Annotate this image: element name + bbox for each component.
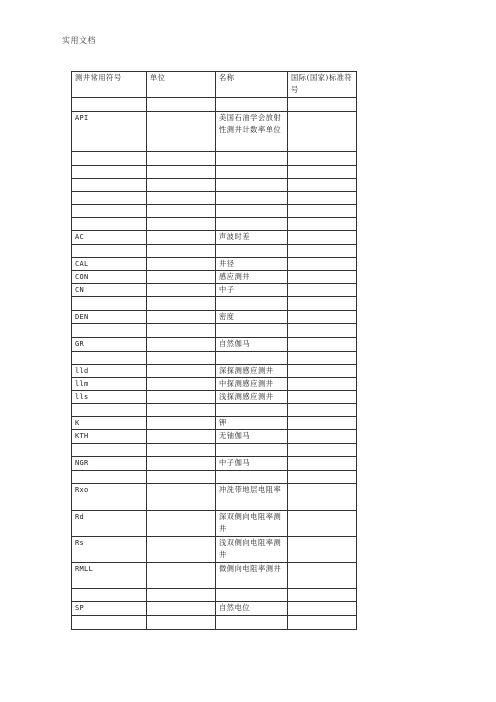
unit-cell: [147, 352, 216, 365]
unit-cell: [147, 511, 216, 537]
symbol-cell: Rs: [72, 537, 147, 563]
unit-cell: [147, 537, 216, 563]
symbol-cell: [72, 192, 147, 205]
header-row: [72, 72, 357, 98]
symbol-cell: [72, 444, 147, 457]
standard-symbol-cell: [288, 537, 357, 563]
page-header: 实用文档: [62, 36, 96, 45]
table-row: [72, 112, 357, 152]
name-cell: [216, 297, 288, 311]
table-row: [72, 404, 357, 417]
table-row: [72, 602, 357, 616]
name-cell: 浅探测感应测井: [216, 391, 288, 404]
table-row: [72, 98, 357, 112]
name-cell: 感应测井: [216, 271, 288, 284]
name-cell: [216, 166, 288, 179]
unit-cell: [147, 563, 216, 589]
symbol-cell: lls: [72, 391, 147, 404]
unit-cell: [147, 391, 216, 404]
table-row: [72, 338, 357, 352]
table-row: [72, 218, 357, 231]
table-row: [72, 484, 357, 511]
name-cell: 中探测感应测井: [216, 378, 288, 391]
standard-symbol-cell: [288, 563, 357, 589]
symbol-cell: API: [72, 112, 147, 152]
table-row: [72, 365, 357, 378]
name-cell: 中子伽马: [216, 457, 288, 471]
table-row: [72, 245, 357, 258]
unit-cell: [147, 404, 216, 417]
table-row: [72, 179, 357, 192]
unit-cell: [147, 98, 216, 112]
symbol-cell: [72, 152, 147, 166]
table-row: [72, 271, 357, 284]
standard-symbol-cell: [288, 484, 357, 511]
name-cell: 深探测感应测井: [216, 365, 288, 378]
symbol-cell: SP: [72, 602, 147, 616]
standard-symbol-cell: [288, 430, 357, 444]
name-cell: 声波时差: [216, 231, 288, 245]
symbol-cell: AC: [72, 231, 147, 245]
unit-cell: [147, 179, 216, 192]
symbol-cell: [72, 589, 147, 602]
symbol-cell: RMLL: [72, 563, 147, 589]
name-cell: 井径: [216, 258, 288, 271]
symbol-cell: KTH: [72, 430, 147, 444]
unit-cell: [147, 297, 216, 311]
unit-cell: [147, 205, 216, 218]
symbol-cell: [72, 471, 147, 484]
standard-symbol-cell: [288, 245, 357, 258]
name-cell: [216, 245, 288, 258]
table-row: [72, 352, 357, 365]
standard-symbol-cell: [288, 152, 357, 166]
name-cell: [216, 192, 288, 205]
table-row: [72, 378, 357, 391]
unit-cell: [147, 231, 216, 245]
symbol-cell: [72, 218, 147, 231]
table-row: [72, 417, 357, 430]
name-cell: 中子: [216, 284, 288, 297]
unit-cell: [147, 338, 216, 352]
symbol-cell: lld: [72, 365, 147, 378]
unit-cell: [147, 378, 216, 391]
name-cell: 冲洗带地层电阻率: [216, 484, 288, 511]
standard-symbol-cell: [288, 324, 357, 338]
table-row: [72, 205, 357, 218]
symbol-cell: DEN: [72, 311, 147, 324]
unit-cell: [147, 192, 216, 205]
unit-cell: [147, 471, 216, 484]
table-row: [72, 297, 357, 311]
symbol-cell: K: [72, 417, 147, 430]
standard-symbol-cell: [288, 616, 357, 630]
standard-symbol-cell: [288, 311, 357, 324]
name-cell: 浅双侧向电阻率测井: [216, 537, 288, 563]
symbol-cell: [72, 352, 147, 365]
unit-cell: [147, 166, 216, 179]
symbol-cell: CON: [72, 271, 147, 284]
unit-cell: [147, 152, 216, 166]
standard-symbol-cell: [288, 218, 357, 231]
standard-symbol-cell: [288, 511, 357, 537]
name-cell: [216, 205, 288, 218]
name-cell: [216, 589, 288, 602]
table-row: [72, 391, 357, 404]
unit-cell: [147, 245, 216, 258]
name-cell: [216, 404, 288, 417]
column-header-standard-symbol: 国际(国家)标准符号: [288, 72, 357, 98]
unit-cell: [147, 271, 216, 284]
unit-cell: [147, 602, 216, 616]
unit-cell: [147, 311, 216, 324]
name-cell: 深双侧向电阻率测井: [216, 511, 288, 537]
standard-symbol-cell: [288, 457, 357, 471]
table-row: [72, 616, 357, 630]
standard-symbol-cell: [288, 589, 357, 602]
symbol-cell: [72, 404, 147, 417]
name-cell: 密度: [216, 311, 288, 324]
unit-cell: [147, 112, 216, 152]
table-row: [72, 457, 357, 471]
standard-symbol-cell: [288, 112, 357, 152]
symbol-cell: [72, 205, 147, 218]
table-row: [72, 589, 357, 602]
standard-symbol-cell: [288, 192, 357, 205]
standard-symbol-cell: [288, 417, 357, 430]
standard-symbol-cell: [288, 166, 357, 179]
standard-symbol-cell: [288, 352, 357, 365]
symbol-cell: [72, 245, 147, 258]
table-header: [72, 72, 357, 98]
standard-symbol-cell: [288, 471, 357, 484]
name-cell: [216, 352, 288, 365]
table-row: [72, 471, 357, 484]
symbol-cell: [72, 616, 147, 630]
standard-symbol-cell: [288, 284, 357, 297]
name-cell: 微侧向电阻率测井: [216, 563, 288, 589]
name-cell: 美国石油学会放射性测井计数率单位: [216, 112, 288, 152]
standard-symbol-cell: [288, 391, 357, 404]
symbol-cell: Rd: [72, 511, 147, 537]
name-cell: [216, 444, 288, 457]
symbol-cell: [72, 179, 147, 192]
standard-symbol-cell: [288, 271, 357, 284]
table-row: [72, 444, 357, 457]
name-cell: 自然电位: [216, 602, 288, 616]
table-row: [72, 284, 357, 297]
column-header-symbol: 测井常用符号: [72, 72, 147, 98]
standard-symbol-cell: [288, 444, 357, 457]
name-cell: [216, 152, 288, 166]
symbol-cell: llm: [72, 378, 147, 391]
symbol-cell: CAL: [72, 258, 147, 271]
table-row: [72, 563, 357, 589]
standard-symbol-cell: [288, 205, 357, 218]
name-cell: [216, 179, 288, 192]
table-row: [72, 511, 357, 537]
unit-cell: [147, 616, 216, 630]
name-cell: [216, 471, 288, 484]
name-cell: [216, 324, 288, 338]
table-row: [72, 166, 357, 179]
standard-symbol-cell: [288, 378, 357, 391]
symbol-cell: [72, 166, 147, 179]
symbol-cell: CN: [72, 284, 147, 297]
standard-symbol-cell: [288, 365, 357, 378]
standard-symbol-cell: [288, 404, 357, 417]
symbol-cell: NGR: [72, 457, 147, 471]
standard-symbol-cell: [288, 338, 357, 352]
table-row: [72, 430, 357, 444]
unit-cell: [147, 589, 216, 602]
table-row: [72, 192, 357, 205]
name-cell: [216, 616, 288, 630]
standard-symbol-cell: [288, 231, 357, 245]
symbol-cell: GR: [72, 338, 147, 352]
name-cell: 自然伽马: [216, 338, 288, 352]
column-header-unit: 单位: [147, 72, 216, 98]
standard-symbol-cell: [288, 258, 357, 271]
unit-cell: [147, 444, 216, 457]
name-cell: [216, 98, 288, 112]
unit-cell: [147, 258, 216, 271]
unit-cell: [147, 284, 216, 297]
table-row: [72, 231, 357, 245]
unit-cell: [147, 365, 216, 378]
unit-cell: [147, 324, 216, 338]
symbol-cell: [72, 98, 147, 112]
unit-cell: [147, 457, 216, 471]
column-header-name: 名称: [216, 72, 288, 98]
symbol-cell: [72, 324, 147, 338]
unit-cell: [147, 484, 216, 511]
name-cell: [216, 218, 288, 231]
table-row: [72, 324, 357, 338]
unit-cell: [147, 430, 216, 444]
logging-symbols-table: [71, 71, 357, 630]
table-row: [72, 311, 357, 324]
symbol-cell: Rxo: [72, 484, 147, 511]
table-body: [72, 98, 357, 630]
standard-symbol-cell: [288, 98, 357, 112]
standard-symbol-cell: [288, 297, 357, 311]
name-cell: 钾: [216, 417, 288, 430]
table-row: [72, 258, 357, 271]
name-cell: 无铀伽马: [216, 430, 288, 444]
symbol-cell: [72, 297, 147, 311]
standard-symbol-cell: [288, 179, 357, 192]
table-row: [72, 152, 357, 166]
table-row: [72, 537, 357, 563]
unit-cell: [147, 218, 216, 231]
unit-cell: [147, 417, 216, 430]
standard-symbol-cell: [288, 602, 357, 616]
